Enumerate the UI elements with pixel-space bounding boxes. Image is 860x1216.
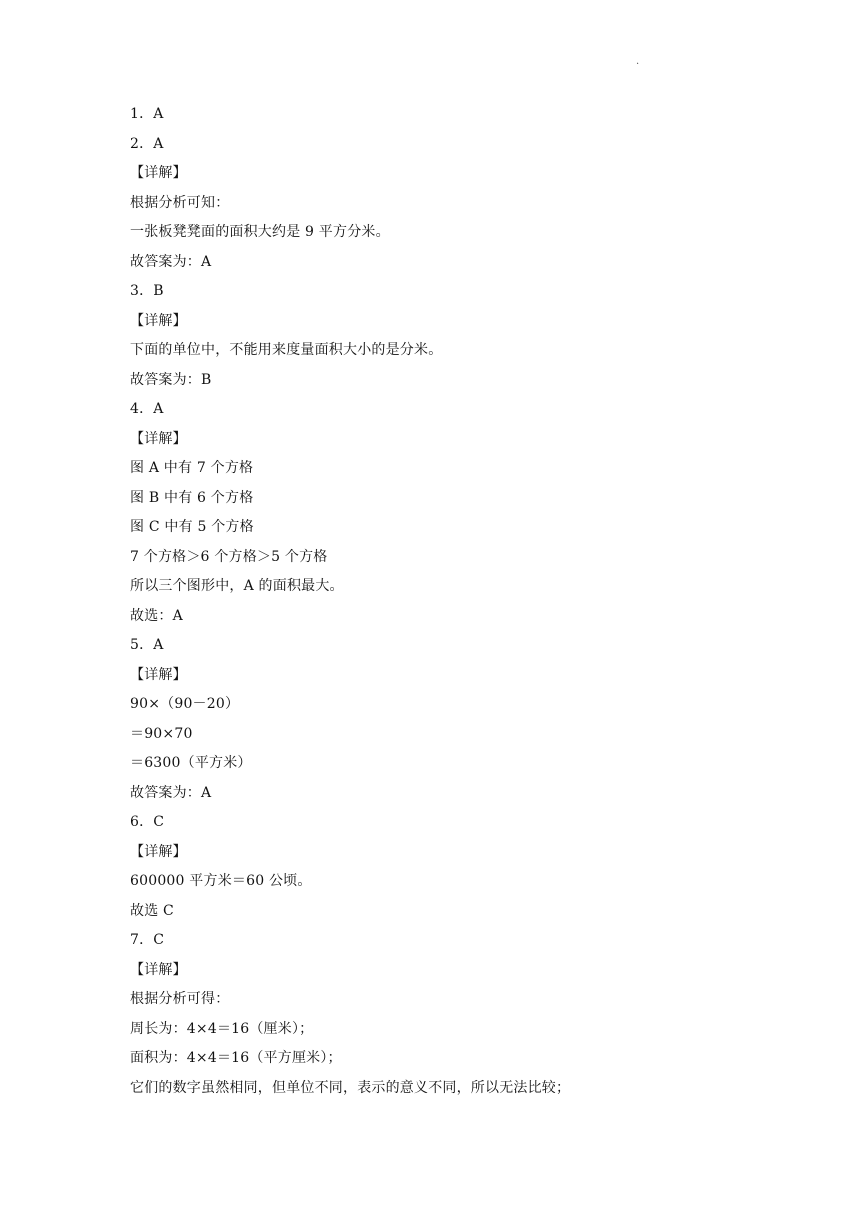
explanation-line: 图 A 中有 7 个方格 <box>130 460 254 476</box>
explanation-line: 一张板凳凳面的面积大约是 9 平方分米。 <box>130 224 390 240</box>
answer-line-2: 2．A <box>130 135 164 152</box>
explanation-line: 图 C 中有 5 个方格 <box>130 519 254 535</box>
calculation-line: ＝6300（平方米） <box>130 755 252 771</box>
explanation-line: 它们的数字虽然相同，但单位不同，表示的意义不同，所以无法比较； <box>130 1079 571 1096</box>
answer-line-4: 4．A <box>130 401 164 417</box>
answer-content <box>130 104 750 1107</box>
explanation-line: 下面的单位中，不能用来度量面积大小的是分米。 <box>130 342 443 358</box>
explanation-line: 根据分析可得： <box>130 991 230 1007</box>
calculation-line: 90×（90－20） <box>130 696 240 712</box>
answer-line-6: 6．C <box>130 814 165 830</box>
conclusion-line: 故答案为：A <box>130 784 212 801</box>
calculation-line: 周长为：4×4＝16（厘米）； <box>130 1020 314 1037</box>
conclusion-line: 故答案为：B <box>130 371 212 388</box>
conclusion-line: 故选 C <box>130 902 174 919</box>
answer-line-7: 7．C <box>130 932 165 948</box>
explanation-line: 7 个方格＞6 个方格＞5 个方格 <box>130 548 328 565</box>
calculation-line: ＝90×70 <box>130 725 193 742</box>
answer-line-5: 5．A <box>130 637 164 653</box>
explanation-line: 图 B 中有 6 个方格 <box>130 489 254 506</box>
calculation-line: 面积为：4×4＝16（平方厘米）； <box>130 1050 342 1066</box>
header-mark: . <box>636 56 640 67</box>
detail-heading: 【详解】 <box>130 165 187 181</box>
explanation-line: 所以三个图形中，A 的面积最大。 <box>130 578 344 594</box>
explanation-line: 600000 平方米＝60 公顷。 <box>130 873 312 889</box>
detail-heading: 【详解】 <box>130 312 187 329</box>
detail-heading: 【详解】 <box>130 961 187 978</box>
detail-heading: 【详解】 <box>130 843 187 860</box>
explanation-line: 根据分析可知： <box>130 194 230 211</box>
answer-line-1: 1．A <box>130 106 164 122</box>
detail-heading: 【详解】 <box>130 666 187 683</box>
answer-line-3: 3．B <box>130 283 164 299</box>
detail-heading: 【详解】 <box>130 430 187 447</box>
conclusion-line: 故选：A <box>130 607 183 624</box>
conclusion-line: 故答案为：A <box>130 253 212 270</box>
